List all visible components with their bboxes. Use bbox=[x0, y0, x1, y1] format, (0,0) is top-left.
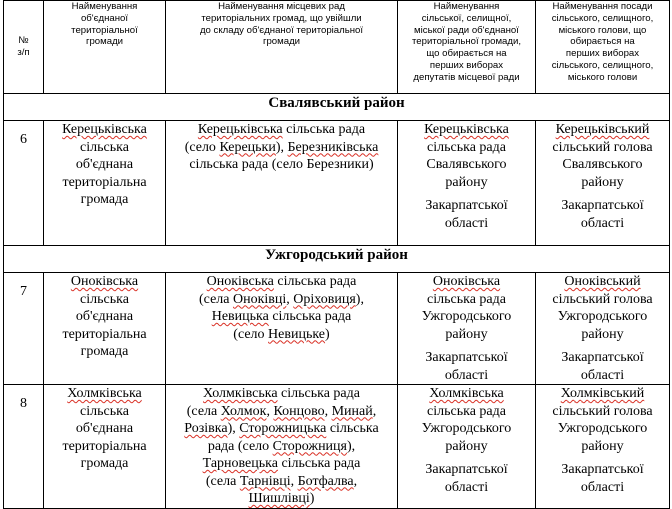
councils-list: Оноківська сільська рада (села Оноківці, Оріховиця), Невицька сільська рада (село Невицьке) bbox=[166, 273, 398, 385]
table-header-row bbox=[4, 1, 670, 94]
row-number: 7 bbox=[4, 273, 44, 385]
header-community: Найменування об'єднаної територіальної громади bbox=[44, 1, 166, 94]
deputies-council-name: Оноківська сільська рада Ужгородського району Закарпатської області bbox=[398, 273, 536, 385]
communities-table bbox=[3, 0, 670, 509]
community-name: Холмківська сільська об'єднана територіальна громада bbox=[44, 385, 166, 509]
region-name: Свалявський район bbox=[4, 94, 670, 121]
head-position-name: Оноківський сільський голова Ужгородського району Закарпатської області bbox=[536, 273, 670, 385]
header-head-position: Найменування посади сільського, селищного, міського голови, що обирається на перших виборах сільського, селищного, міського голови bbox=[536, 1, 670, 94]
region-name: Ужгородський район bbox=[4, 246, 670, 273]
table-row bbox=[4, 121, 670, 246]
table-row bbox=[4, 273, 670, 385]
header-councils: Найменування місцевих рад територіальних громад, що увійшли до складу об'єднаної територіальної громади bbox=[166, 1, 398, 94]
header-number: № з/п bbox=[4, 1, 44, 94]
row-number: 8 bbox=[4, 385, 44, 509]
row-number: 6 bbox=[4, 121, 44, 246]
table-row bbox=[4, 385, 670, 509]
deputies-council-name: Холмківська сільська рада Ужгородського району Закарпатської області bbox=[398, 385, 536, 509]
region-row-svaliava bbox=[4, 94, 670, 121]
deputies-council-name: Керецьківська сільська рада Свалявського району Закарпатської області bbox=[398, 121, 536, 246]
councils-list: Холмківська сільська рада (села Холмок, Концово, Минай, Розівка), Сторожницька сільська рада (село Сторожниця), Тарновецька сільська рада (села Тарнівці, Ботфалва, Шишлівці) bbox=[166, 385, 398, 509]
councils-list: Керецьківська сільська рада (село Керецьки), Березниківська сільська рада (село Березники) bbox=[166, 121, 398, 246]
region-row-uzhhorod bbox=[4, 246, 670, 273]
community-name: Керецьківська сільська об'єднана територіальна громада bbox=[44, 121, 166, 246]
community-name: Оноківська сільська об'єднана територіальна громада bbox=[44, 273, 166, 385]
head-position-name: Холмківський сільський голова Ужгородського району Закарпатської області bbox=[536, 385, 670, 509]
header-deputies-council: Найменування сільської, селищної, міської ради об'єднаної територіальної громади, що обирається на перших виборах депутатів місцевої ради bbox=[398, 1, 536, 94]
head-position-name: Керецьківський сільський голова Свалявського району Закарпатської області bbox=[536, 121, 670, 246]
